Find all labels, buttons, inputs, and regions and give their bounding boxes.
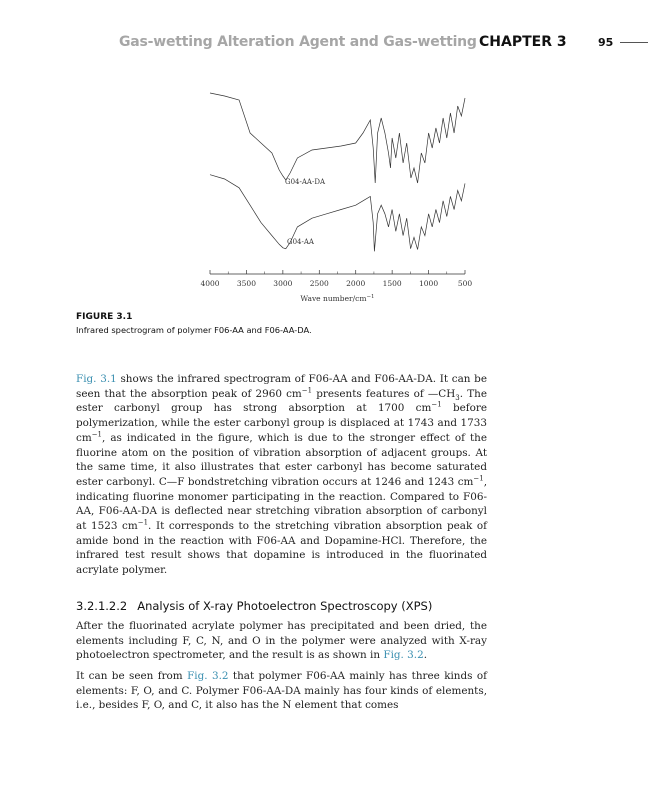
text-run: . [423, 649, 427, 662]
x-axis-label: Wave number/$cm^{-1}$ [300, 294, 375, 303]
x-tick-label: 2500 [309, 279, 329, 288]
series-annotation: G04-AA-DA [285, 178, 326, 186]
x-tick-label: 4000 [200, 279, 220, 288]
running-title: Gas-wetting Alteration Agent and Gas-wetting [119, 34, 477, 50]
x-tick-label: 1000 [419, 279, 439, 288]
figure-caption [76, 312, 496, 335]
series-line-1 [210, 93, 465, 183]
figure-caption-text: Infrared spectrogram of polymer F06-AA and F06-AA-DA. [76, 325, 312, 335]
superscript: −1 [137, 518, 149, 527]
x-tick-label: 1500 [382, 279, 402, 288]
section-title: Analysis of X-ray Photoelectron Spectroscopy (XPS) [137, 599, 433, 613]
text-run: . The ester carbonyl group has strong absorption at 1700 cm [76, 387, 487, 415]
x-tick-label: 3000 [273, 279, 293, 288]
figure-link[interactable]: Fig. 3.1 [76, 373, 117, 385]
superscript: −1 [431, 400, 442, 409]
text-run: , as indicated in the figure, which is due to the stronger effect of the fluorine atom on the position of vibration absorption of adjacent groups. At the same time, it also illustrates that ester carbonyl has become saturated ester carbonyl. C [76, 431, 487, 488]
text-run: that polymer F06-AA mainly has three kinds of elements: F, O, and C. Polymer F06-AA-DA mainly has four kinds of elements, i.e., besides F, O, and C, it also has the N element that comes [76, 670, 487, 712]
text-run: — [166, 475, 178, 488]
header-rule [620, 42, 648, 43]
x-tick-label: 500 [457, 279, 473, 288]
section-heading [76, 599, 432, 613]
page-number: 95 [598, 36, 614, 49]
subscript: 3 [455, 393, 460, 402]
text-run: —CH [427, 387, 456, 400]
paragraph-xps-method [76, 619, 487, 663]
text-run: before polymerization, while the ester carbonyl group is displaced at 1743 and 1733 cm [76, 402, 487, 444]
text-run: . It corresponds to the stretching vibration absorption peak of amide bond in the reaction with F06-AA and Dopamine-HCl. Therefore, the infrared test result shows that dopamine is introduced in the fluorinated acrylate polymer. [76, 520, 487, 577]
x-tick-label: 2000 [346, 279, 366, 288]
text-run: After the fluorinated acrylate polymer has precipitated and been dried, the elements including F, C, N, and O in the polymer were analyzed with X-ray photoelectron spectrometer, and the result is as shown in [76, 620, 487, 662]
superscript: −1 [91, 430, 103, 439]
superscript: −1 [473, 474, 484, 483]
chapter-label: CHAPTER 3 [479, 34, 567, 50]
text-run: It can be seen from [76, 670, 188, 682]
figure-label: FIGURE 3.1 [76, 312, 133, 322]
series-line-2 [210, 175, 465, 252]
text-run: F bondstretching vibration occurs at 1246 and 1243 cm [177, 475, 474, 488]
ir-spectrum-chart [170, 78, 500, 308]
ir-spectrum-figure [170, 78, 500, 308]
text-run: shows the infrared spectrogram of F06-AA and F06-AA-DA. It can be seen that the absorption peak of 2960 cm [76, 373, 487, 400]
superscript: −1 [301, 386, 313, 395]
series-annotation: G04-AA [287, 238, 314, 246]
figure-link[interactable]: Fig. 3.2 [383, 649, 424, 662]
running-header [0, 34, 648, 54]
paragraph-xps-result [76, 669, 487, 713]
section-number: 3.2.1.2.2 [76, 599, 128, 613]
text-run: , indicating fluorine monomer participating in the reaction. Compared to F06-AA, F06-AA-DA is deflected near stretching vibration absorption of carbonyl at 1523 cm [76, 475, 488, 533]
x-axis-label-superscript: −1 [366, 294, 375, 300]
x-tick-label: 3500 [236, 279, 256, 288]
figure-link[interactable]: Fig. 3.2 [187, 670, 229, 682]
text-run: presents features of [312, 387, 428, 400]
paragraph-ir-analysis [76, 372, 487, 578]
